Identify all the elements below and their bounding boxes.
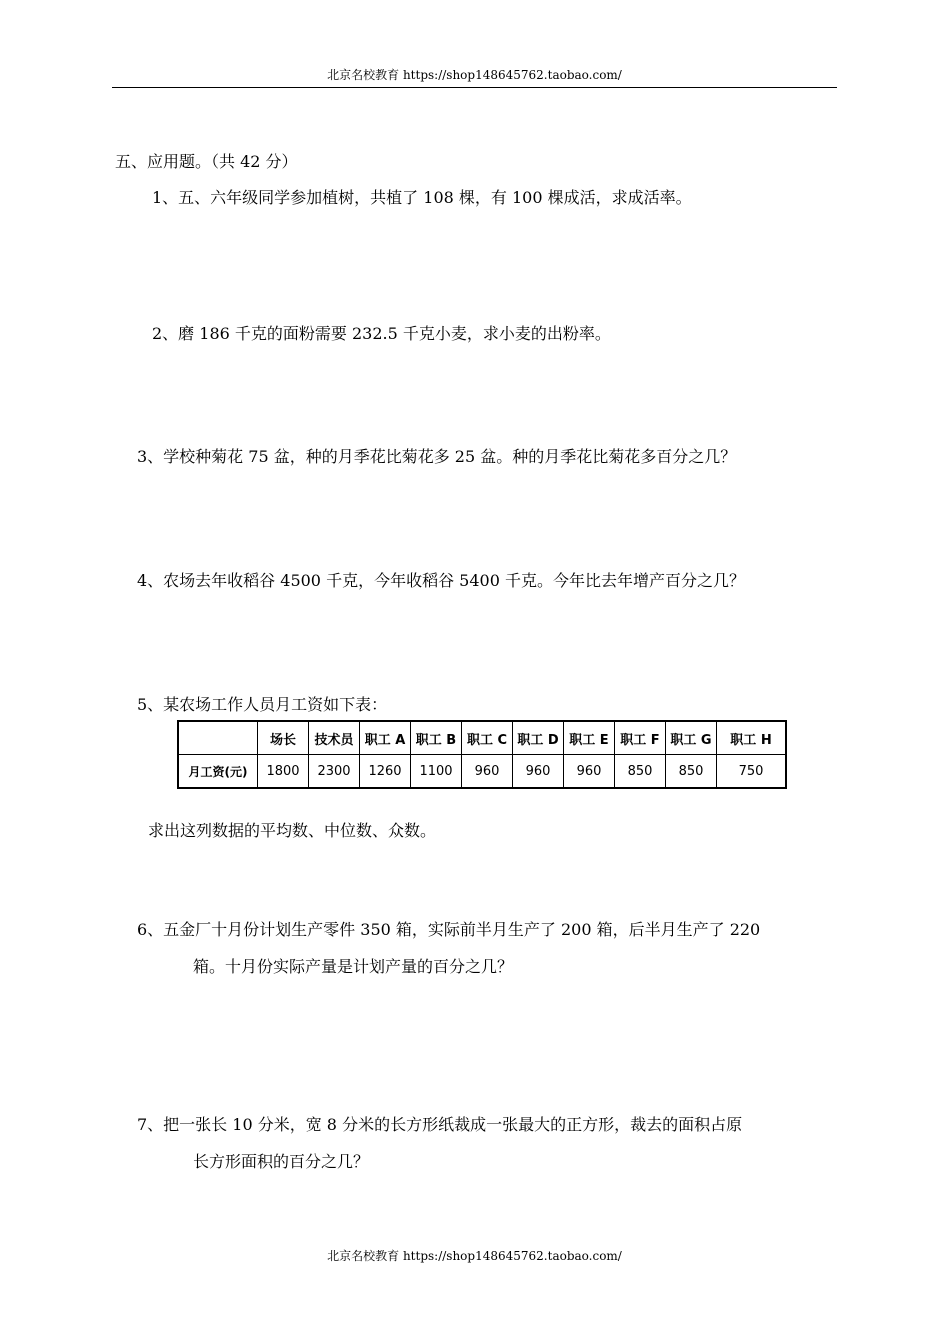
question-2-text: 2、磨 186 千克的面粉需要 232.5 千克小麦，求小麦的出粉率。 bbox=[152, 324, 611, 343]
question-6-text: 6、五金厂十月份计划生产零件 350 箱，实际前半月生产了 200 箱，后半月生产了 220 bbox=[137, 920, 761, 939]
table-cell: 2300 bbox=[309, 755, 360, 789]
question-7-text: 7、把一张长 10 分米，宽 8 分米的长方形纸裁成一张最大的正方形，裁去的面积占原 bbox=[137, 1115, 743, 1134]
table-cell: 1260 bbox=[360, 755, 411, 789]
table-corner-cell bbox=[178, 721, 258, 755]
table-header-cell: 场长 bbox=[258, 721, 309, 755]
question-6-continuation: 箱。十月份实际产量是计划产量的百分之几？ bbox=[193, 957, 514, 976]
salary-table bbox=[177, 720, 787, 789]
table-header-cell: 职工 C bbox=[462, 721, 513, 755]
table-row-label: 月工资(元) bbox=[178, 755, 258, 789]
table-cell: 850 bbox=[615, 755, 666, 789]
question-5 bbox=[137, 692, 387, 715]
table-header-cell: 职工 G bbox=[666, 721, 717, 755]
question-3-text: 3、学校种菊花 75 盆，种的月季花比菊花多 25 盆。种的月季花比菊花多百分之几？ bbox=[137, 447, 737, 466]
question-7 bbox=[137, 1112, 742, 1172]
table-header-cell: 职工 D bbox=[513, 721, 564, 755]
question-7-continuation: 长方形面积的百分之几？ bbox=[193, 1152, 370, 1171]
question-5-followup-text: 求出这列数据的平均数、中位数、众数。 bbox=[148, 821, 437, 840]
table-cell: 1800 bbox=[258, 755, 309, 789]
question-5-followup bbox=[148, 818, 436, 841]
question-5-text: 5、某农场工作人员月工资如下表： bbox=[137, 695, 388, 714]
table-header-row bbox=[178, 721, 786, 755]
table-header-cell: 职工 B bbox=[411, 721, 462, 755]
question-4-text: 4、农场去年收稻谷 4500 千克，今年收稻谷 5400 千克。今年比去年增产百分之几？ bbox=[137, 571, 745, 590]
question-6 bbox=[137, 917, 760, 977]
table-header-cell: 职工 E bbox=[564, 721, 615, 755]
question-1-text: 1、五、六年级同学参加植树，共植了 108 棵，有 100 棵成活，求成活率。 bbox=[152, 188, 692, 207]
table-data-row bbox=[178, 755, 786, 789]
table-header-cell: 职工 A bbox=[360, 721, 411, 755]
table-header-cell: 技术员 bbox=[309, 721, 360, 755]
table-cell: 960 bbox=[462, 755, 513, 789]
page-footer: 北京名校教育 https://shop148645762.taobao.com/ bbox=[327, 1249, 622, 1263]
table-cell: 960 bbox=[513, 755, 564, 789]
table-cell: 960 bbox=[564, 755, 615, 789]
question-4 bbox=[137, 568, 745, 591]
question-1 bbox=[152, 185, 692, 208]
table-cell: 850 bbox=[666, 755, 717, 789]
table-cell: 1100 bbox=[411, 755, 462, 789]
page-header: 北京名校教育 https://shop148645762.taobao.com/ bbox=[112, 66, 837, 88]
question-3 bbox=[137, 444, 736, 467]
question-2 bbox=[152, 321, 611, 344]
section-title: 五、应用题。（共 42 分） bbox=[115, 152, 298, 171]
table-header-cell: 职工 H bbox=[717, 721, 787, 755]
table-cell: 750 bbox=[717, 755, 787, 789]
table-header-cell: 职工 F bbox=[615, 721, 666, 755]
